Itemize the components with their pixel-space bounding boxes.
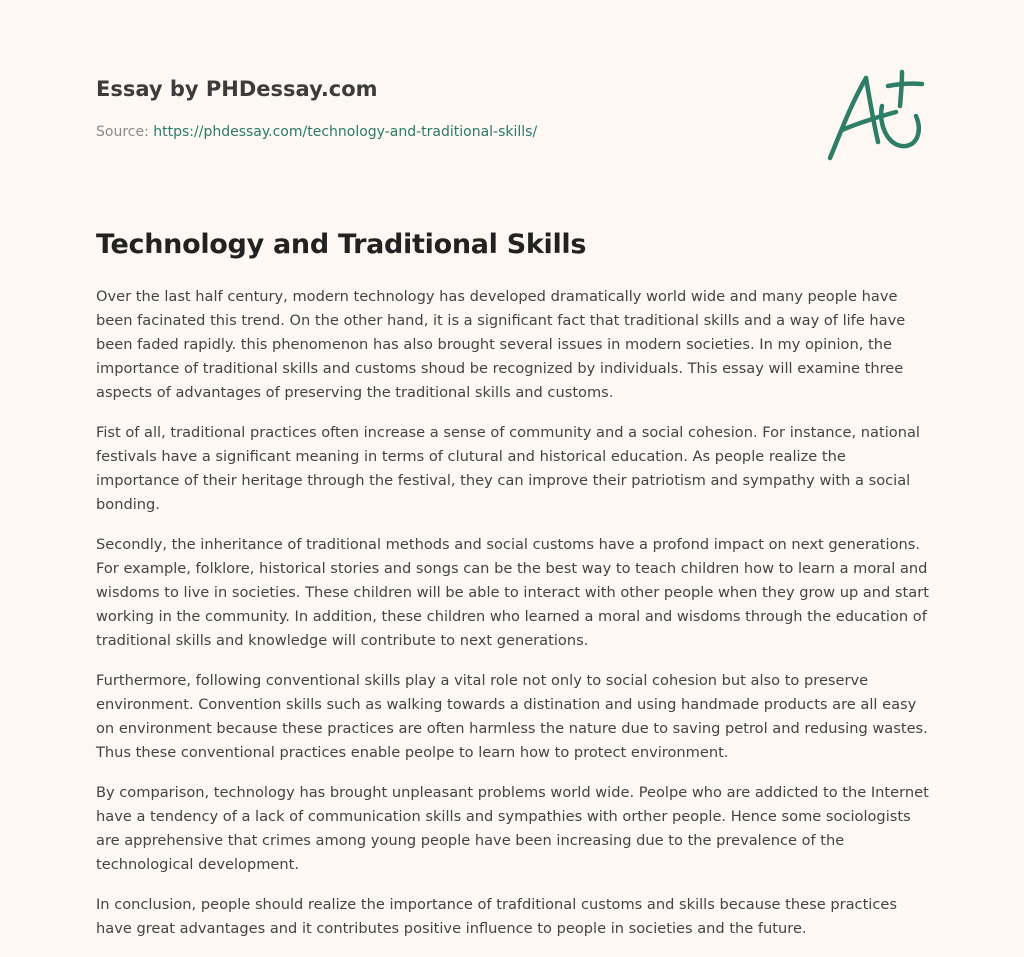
essay-body — [96, 285, 932, 957]
essay-paragraph: Over the last half century, modern technology has developed dramatically world wide and many people have been facinated this trend. On the other hand, it is a significant fact that traditional skills and a way of life have been faded rapidly. this phenomenon has also brought several issues in modern societies. In my opinion, the importance of traditional skills and customs shoud be recognized by individuals. This essay will examine three aspects of advantages of preserving the traditional skills and customs. — [96, 288, 906, 401]
essay-paragraph: In conclusion, people should realize the importance of trafditional customs and skills because these practices have great advantages and it contributes positive influence to people in societies and the future. — [96, 896, 897, 937]
site-title: Essay by PHDessay.com — [96, 77, 378, 101]
source-label: Source: — [96, 124, 149, 140]
essay-paragraph: Furthermore, following conventional skills play a vital role not only to social cohesion but also to preserve environment. Convention skills such as walking towards a distination and using handmade products are all easy on environment because these practices are often harmless the nature due to saving petrol and redusing wastes. Thus these conventional practices enable peolpe to learn how to protect environment. — [96, 672, 928, 761]
essay-paragraph: Fist of all, traditional practices often increase a sense of community and a social cohesion. For instance, national festivals have a significant meaning in terms of clutural and historical education. As people realize the importance of their heritage through the festival, they can improve their patriotism and sympathy with a social bonding. — [96, 424, 920, 513]
source-link[interactable]: https://phdessay.com/technology-and-traditional-skills/ — [153, 124, 538, 140]
essay-title: Technology and Traditional Skills — [96, 229, 587, 260]
source-line — [96, 122, 696, 142]
a-plus-grade-icon — [822, 66, 930, 166]
essay-paragraph: By comparison, technology has brought unpleasant problems world wide. Peolpe who are addicted to the Internet have a tendency of a lack of communication skills and sympathies with orther people. Hence some sociologists are apprehensive that crimes among young people have been increasing due to the prevalence of the technological development. — [96, 784, 929, 873]
essay-paragraph: Secondly, the inheritance of traditional methods and social customs have a profond impact on next generations. For example, folklore, historical stories and songs can be the best way to teach children how to learn a moral and wisdoms to live in societies. These children will be able to interact with other people when they grow up and start working in the community. In addition, these children who learned a moral and wisdoms through the education of traditional skills and knowledge will contribute to next generations. — [96, 536, 929, 649]
page-header — [96, 74, 696, 142]
